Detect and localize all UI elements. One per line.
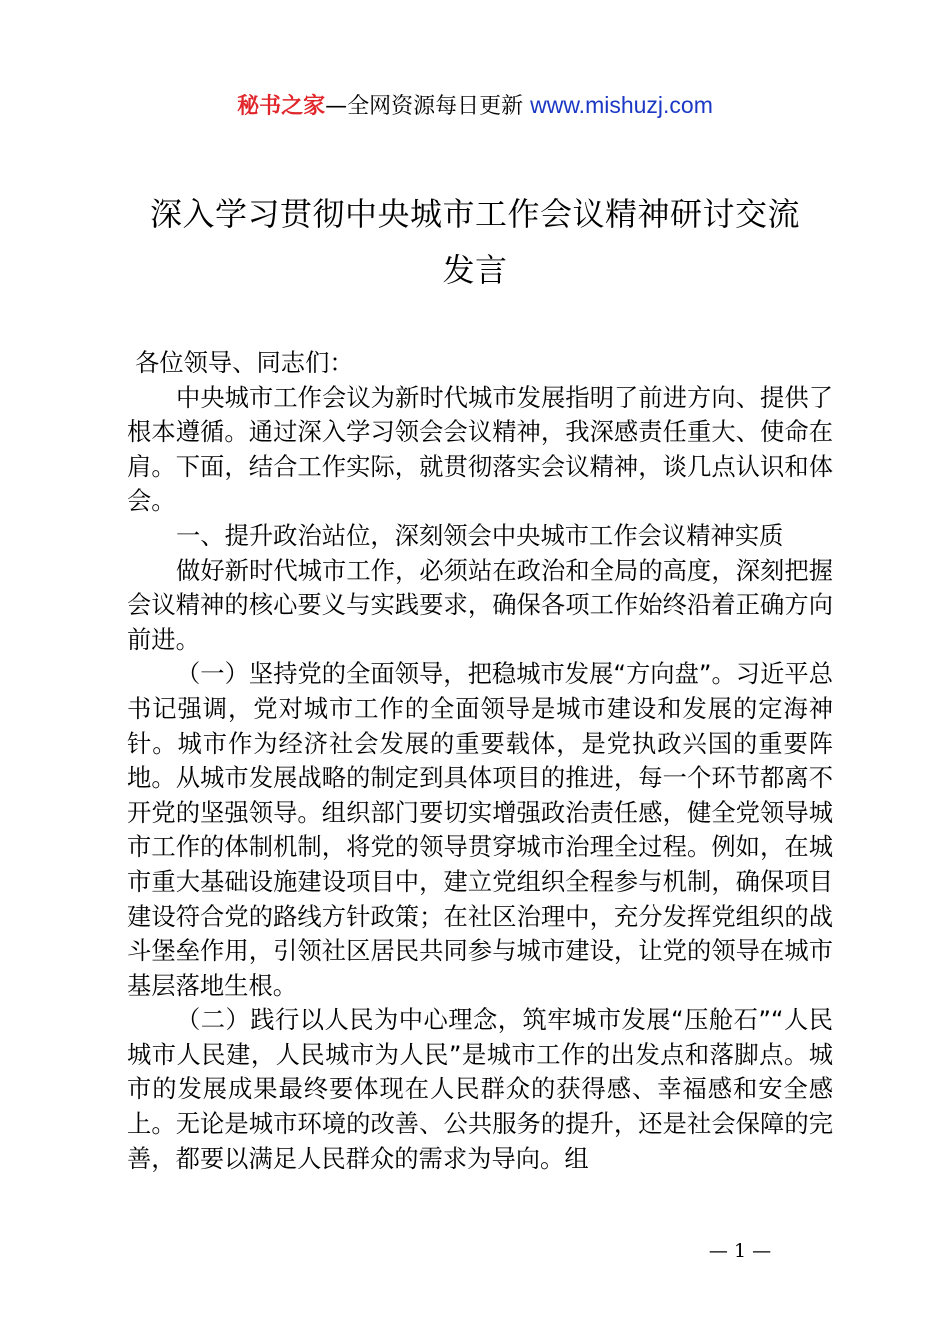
site-header: [0, 88, 950, 124]
paragraph-intro: 中央城市工作会议为新时代城市发展指明了前进方向、提供了根本遵循。通过深入学习领会会议精神，我深感责任重大、使命在肩。下面，结合工作实际，就贯彻落实会议精神，谈几点认识和体会。: [127, 382, 833, 516]
paragraph-section-1-intro: 做好新时代城市工作，必须站在政治和全局的高度，深刻把握会议精神的核心要义与实践要求，确保各项工作始终沿着正确方向前进。: [127, 555, 833, 654]
document-body: [127, 346, 833, 1176]
document-title: [95, 186, 855, 298]
salutation: 各位领导、同志们：: [135, 348, 354, 377]
site-slogan: —全网资源每日更新: [325, 94, 531, 119]
document-title-line-2: 发言: [442, 251, 508, 289]
page-number: — 1 —: [708, 1240, 772, 1262]
paragraph-point-1: （一）坚持党的全面领导，把稳城市发展“方向盘”。习近平总书记强调，党对城市工作的全面领导是城市建设和发展的定海神针。城市作为经济社会发展的重要载体，是党执政兴国的重要阵地。从城市发展战略的制定到具体项目的推进，每一个环节都离不开党的坚强领导。组织部门要切实增强政治责任感，健全党领导城市工作的体制机制，将党的领导贯穿城市治理全过程。例如，在城市重大基础设施建设项目中，建立党组织全程参与机制，确保项目建设符合党的路线方针政策；在社区治理中，充分发挥党组织的战斗堡垒作用，引领社区居民共同参与城市建设，让党的领导在城市基层落地生根。: [127, 659, 833, 1000]
document-title-line-1: 深入学习贯彻中央城市工作会议精神研讨交流: [149, 195, 800, 233]
site-brand: 秘书之家: [237, 94, 326, 119]
site-url-link[interactable]: www.mishuzj.com: [530, 92, 713, 118]
paragraph-point-2: （二）践行以人民为中心理念，筑牢城市发展“压舱石”“人民城市人民建，人民城市为人民”是城市工作的出发点和落脚点。城市的发展成果最终要体现在人民群众的获得感、幸福感和安全感上。无论是城市环境的改善、公共服务的提升，还是社会保障的完善，都要以满足人民群众的需求为导向。组: [127, 1005, 833, 1173]
section-heading-1: 一、提升政治站位，深刻领会中央城市工作会议精神实质: [176, 520, 784, 550]
